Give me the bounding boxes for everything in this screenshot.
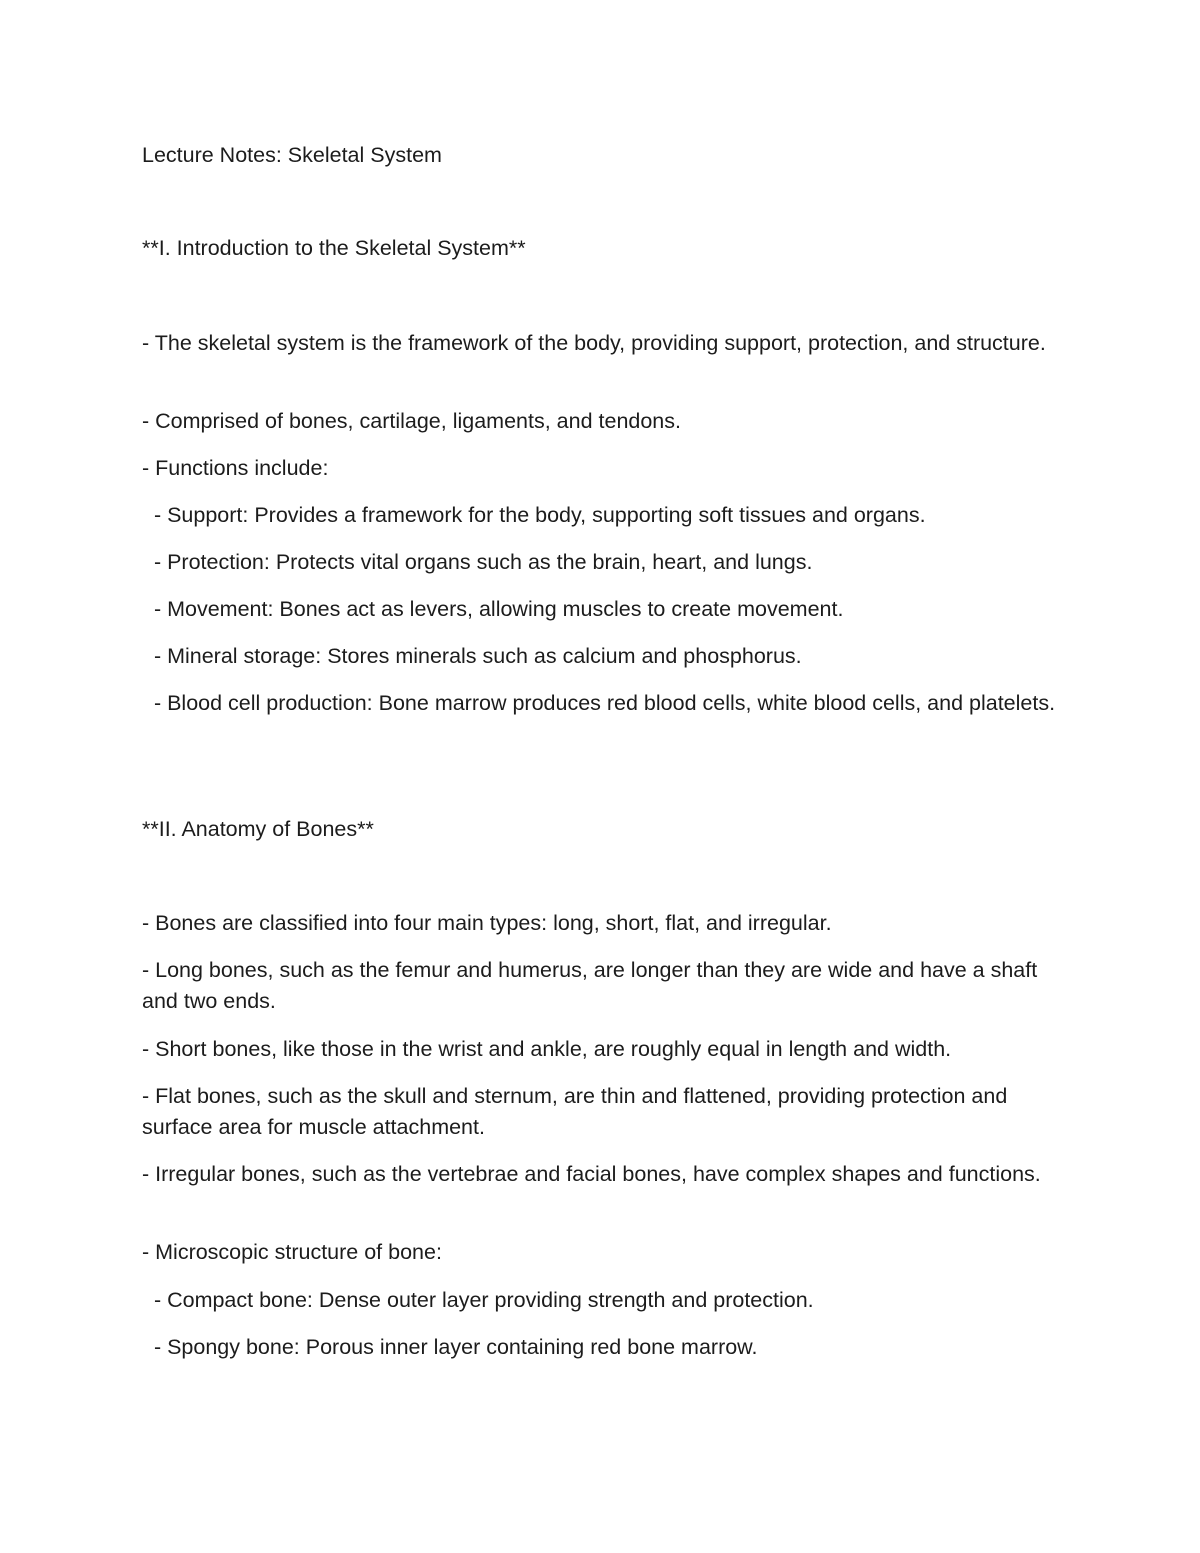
intro-line-protection: - Protection: Protects vital organs such as the brain, heart, and lungs. xyxy=(142,550,813,574)
intro-line-movement: - Movement: Bones act as levers, allowing muscles to create movement. xyxy=(142,597,844,621)
intro-line-support: - Support: Provides a framework for the body, supporting soft tissues and organs. xyxy=(142,503,926,527)
anatomy-line-compact-bone: - Compact bone: Dense outer layer providing strength and protection. xyxy=(142,1288,814,1312)
intro-line-comprised: - Comprised of bones, cartilage, ligaments, and tendons. xyxy=(142,409,681,433)
anatomy-line-short-bones: - Short bones, like those in the wrist and ankle, are roughly equal in length and width. xyxy=(142,1037,952,1061)
anatomy-line-microscopic: - Microscopic structure of bone: xyxy=(142,1240,442,1264)
section-heading-introduction: **I. Introduction to the Skeletal System** xyxy=(142,236,526,260)
anatomy-line-flat-bones: - Flat bones, such as the skull and sternum, are thin and flattened, providing protection and surface area for muscle attachment. xyxy=(142,1084,1008,1139)
section-heading-anatomy: **II. Anatomy of Bones** xyxy=(142,817,374,841)
intro-line-functions: - Functions include: xyxy=(142,456,329,480)
anatomy-line-long-bones: - Long bones, such as the femur and humerus, are longer than they are wide and have a shaft and two ends. xyxy=(142,958,1038,1013)
anatomy-line-irregular-bones: - Irregular bones, such as the vertebrae and facial bones, have complex shapes and functions. xyxy=(142,1162,1041,1186)
intro-line-blood-cell-production: - Blood cell production: Bone marrow produces red blood cells, white blood cells, and platelets. xyxy=(142,691,1056,715)
intro-line-framework: - The skeletal system is the framework of the body, providing support, protection, and structure. xyxy=(142,331,1046,355)
anatomy-line-classification: - Bones are classified into four main types: long, short, flat, and irregular. xyxy=(142,911,832,935)
intro-line-mineral-storage: - Mineral storage: Stores minerals such as calcium and phosphorus. xyxy=(142,644,802,668)
anatomy-line-spongy-bone: - Spongy bone: Porous inner layer containing red bone marrow. xyxy=(142,1335,758,1359)
document-title: Lecture Notes: Skeletal System xyxy=(142,143,442,167)
